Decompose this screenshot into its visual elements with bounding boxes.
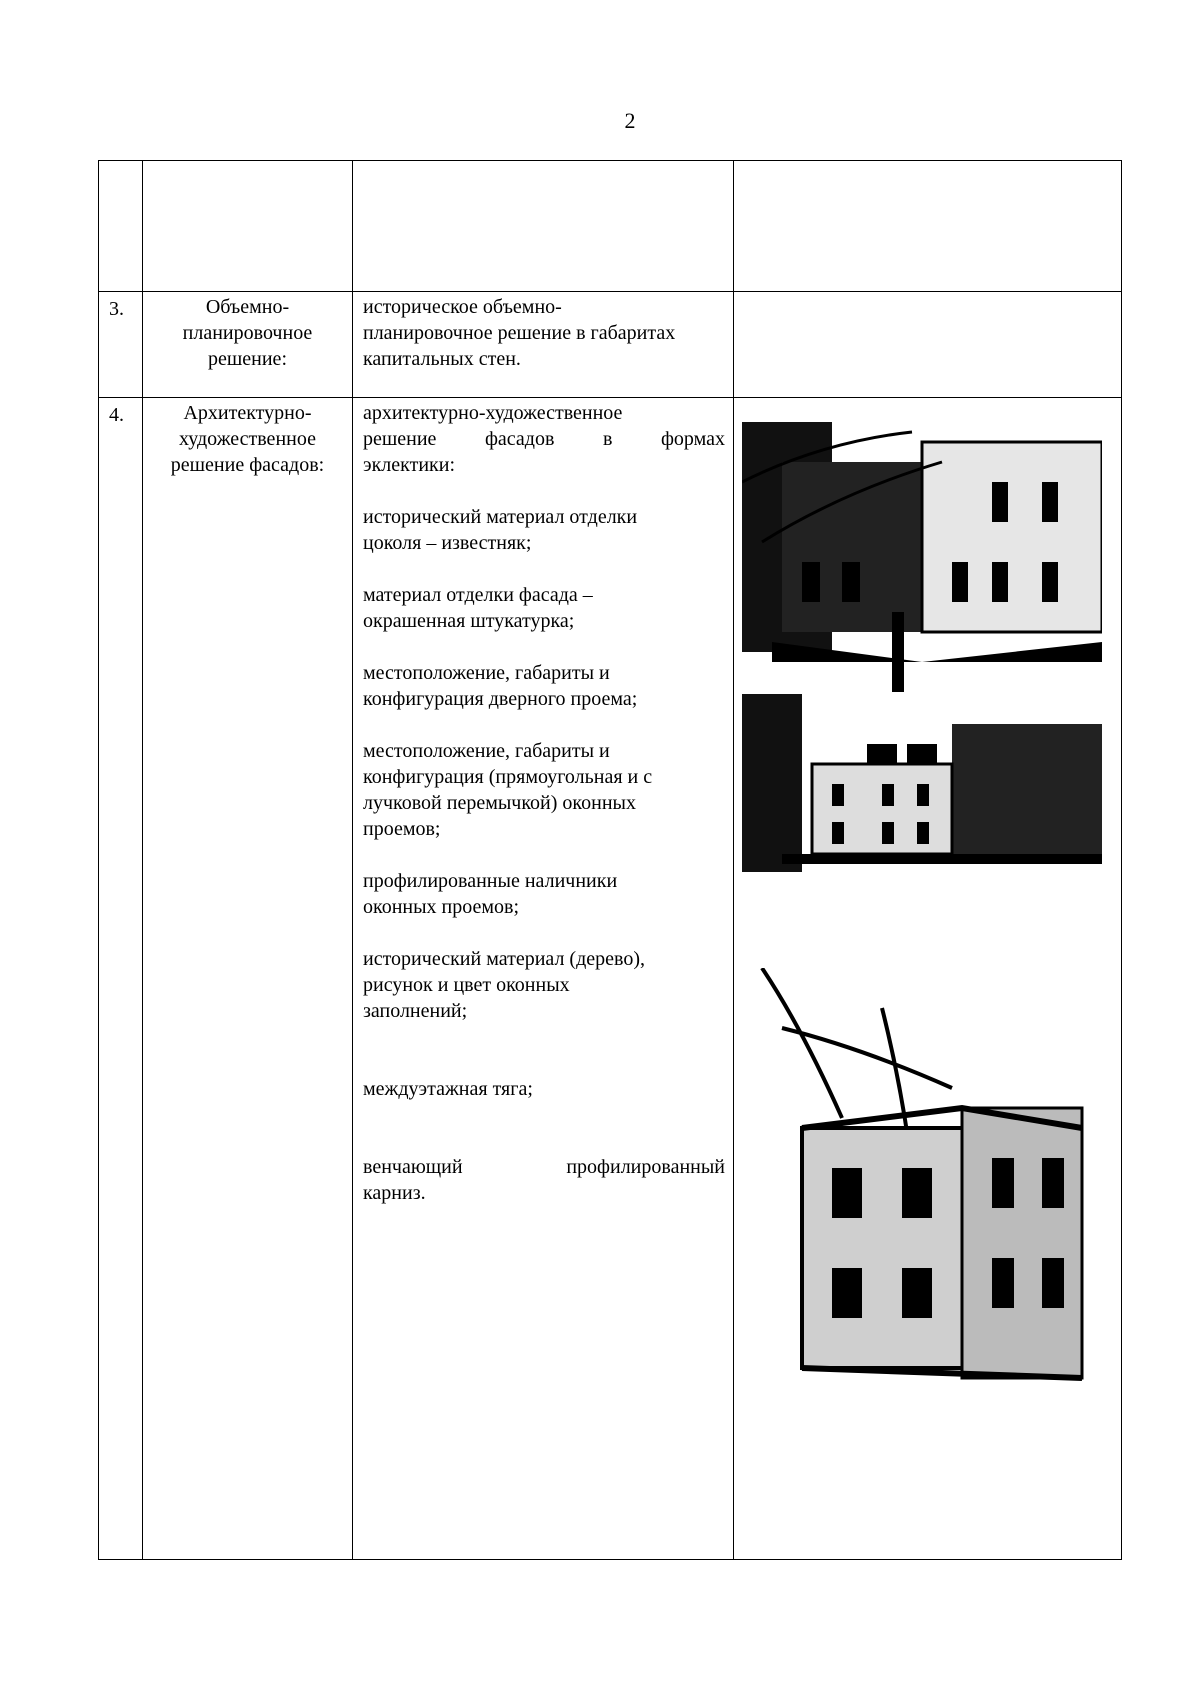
page-number: 2 <box>624 108 636 133</box>
desc-item: венчающий профилированный карниз. <box>363 1156 725 1204</box>
row-number: 4. <box>99 398 143 1560</box>
table-row-continuation <box>99 161 1122 292</box>
table-row-3 <box>99 292 1122 398</box>
desc-item: профилированные наличники оконных проемов; <box>363 870 618 918</box>
building-photo-side <box>742 968 1102 1400</box>
cell-empty <box>99 161 143 292</box>
desc-intro: архитектурно-художественное решение фасадов в формах эклектики: <box>363 402 725 476</box>
building-photo-front <box>742 694 1102 872</box>
row-title: Архитектурно- художественное решение фасадов: <box>143 398 353 1560</box>
desc-item: исторический материал (дерево), рисунок и цвет оконных заполнений; <box>363 948 645 1022</box>
row-description <box>353 398 734 1560</box>
row-number: 3. <box>99 292 143 398</box>
desc-item: исторический материал отделки цоколя – известняк; <box>363 506 638 554</box>
desc-item: местоположение, габариты и конфигурация (прямоугольная и с лучковой перемычкой) оконных проемов; <box>363 740 653 840</box>
desc-item: междуэтажная тяга; <box>363 1078 533 1100</box>
cell-empty <box>353 161 734 292</box>
row-description: историческое объемно- планировочное решение в габаритах капитальных стен. <box>353 292 734 398</box>
table-row-4 <box>99 398 1122 1560</box>
cell-empty <box>143 161 353 292</box>
photo-cell <box>734 398 1122 1560</box>
building-photo-corner <box>742 422 1102 692</box>
desc-item: материал отделки фасада – окрашенная штукатурка; <box>363 584 593 632</box>
row-title: Объемно- планировочное решение: <box>143 292 353 398</box>
cell-empty <box>734 292 1122 398</box>
heritage-table <box>98 160 1122 1560</box>
desc-item: местоположение, габариты и конфигурация дверного проема; <box>363 662 638 710</box>
cell-empty <box>734 161 1122 292</box>
